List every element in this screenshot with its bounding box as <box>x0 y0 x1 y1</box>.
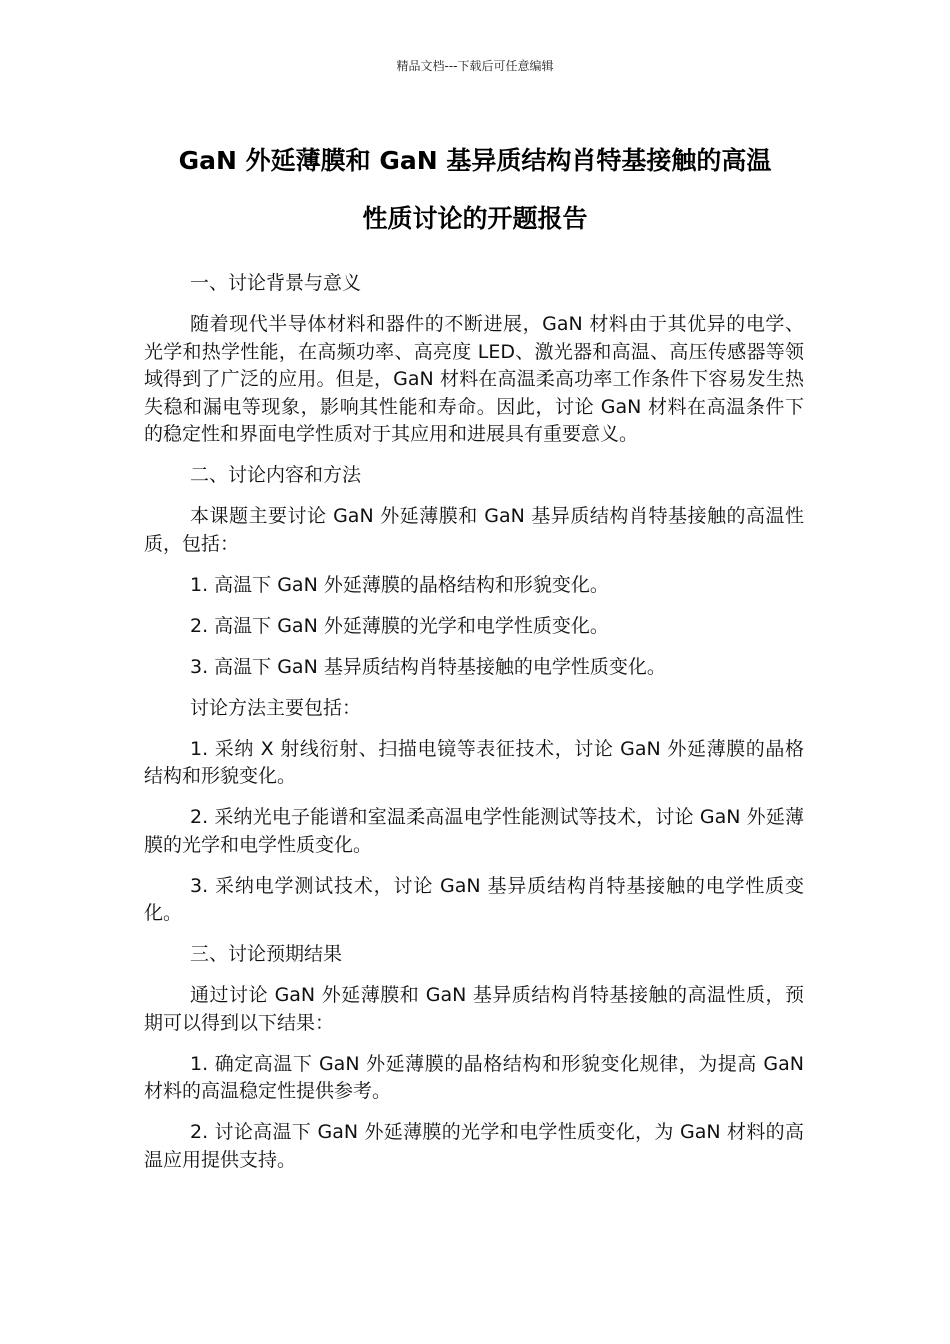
document-body <box>144 270 804 1188</box>
list-item-result-1: 1. 确定高温下 GaN 外延薄膜的晶格结构和形貌变化规律，为提高 GaN 材料的高温稳定性提供参考。 <box>144 1052 804 1102</box>
paragraph-background: 随着现代半导体材料和器件的不断进展，GaN 材料由于其优异的电学、光学和热学性能，在高频功率、高亮度 LED、激光器和高温、高压传感器等领域得到了广泛的应用。但是，GaN 材料在高温柔高功率工作条件下容易发生热失稳和漏电等现象，影响其性能和寿命。因此，讨论 GaN 材料在高温条件下的稳定性和界面电学性质对于其应用和进展具有重要意义。 <box>144 313 804 445</box>
running-header: 精品文档---下载后可任意编辑 <box>396 59 554 73</box>
paragraph-methods-intro: 讨论方法主要包括： <box>190 696 362 719</box>
list-item-content-1: 1. 高温下 GaN 外延薄膜的晶格结构和形貌变化。 <box>190 573 609 596</box>
document-title <box>120 132 830 248</box>
list-item-content-3: 3. 高温下 GaN 基异质结构肖特基接触的电学性质变化。 <box>190 655 666 678</box>
title-line-1: GaN 外延薄膜和 GaN 基异质结构肖特基接触的高温 <box>178 146 772 175</box>
list-item-content-2: 2. 高温下 GaN 外延薄膜的光学和电学性质变化。 <box>190 614 609 637</box>
section-heading-background: 一、讨论背景与意义 <box>190 272 362 294</box>
list-item-method-1: 1. 采纳 X 射线衍射、扫描电镜等表征技术，讨论 GaN 外延薄膜的晶格结构和形貌变化。 <box>144 737 804 787</box>
paragraph-content-intro: 本课题主要讨论 GaN 外延薄膜和 GaN 基异质结构肖特基接触的高温性质，包括： <box>144 505 804 555</box>
list-item-result-2: 2. 讨论高温下 GaN 外延薄膜的光学和电学性质变化，为 GaN 材料的高温应用提供支持。 <box>144 1121 804 1171</box>
section-heading-expected-results: 三、讨论预期结果 <box>190 943 343 965</box>
paragraph-results-intro: 通过讨论 GaN 外延薄膜和 GaN 基异质结构肖特基接触的高温性质，预期可以得到以下结果： <box>144 984 804 1034</box>
section-heading-content-methods: 二、讨论内容和方法 <box>190 464 362 486</box>
list-item-method-3: 3. 采纳电学测试技术，讨论 GaN 基异质结构肖特基接触的电学性质变化。 <box>144 874 804 924</box>
title-line-2: 性质讨论的开题报告 <box>362 204 588 233</box>
list-item-method-2: 2. 采纳光电子能谱和室温柔高温电学性能测试等技术，讨论 GaN 外延薄膜的光学和电学性质变化。 <box>144 806 804 856</box>
